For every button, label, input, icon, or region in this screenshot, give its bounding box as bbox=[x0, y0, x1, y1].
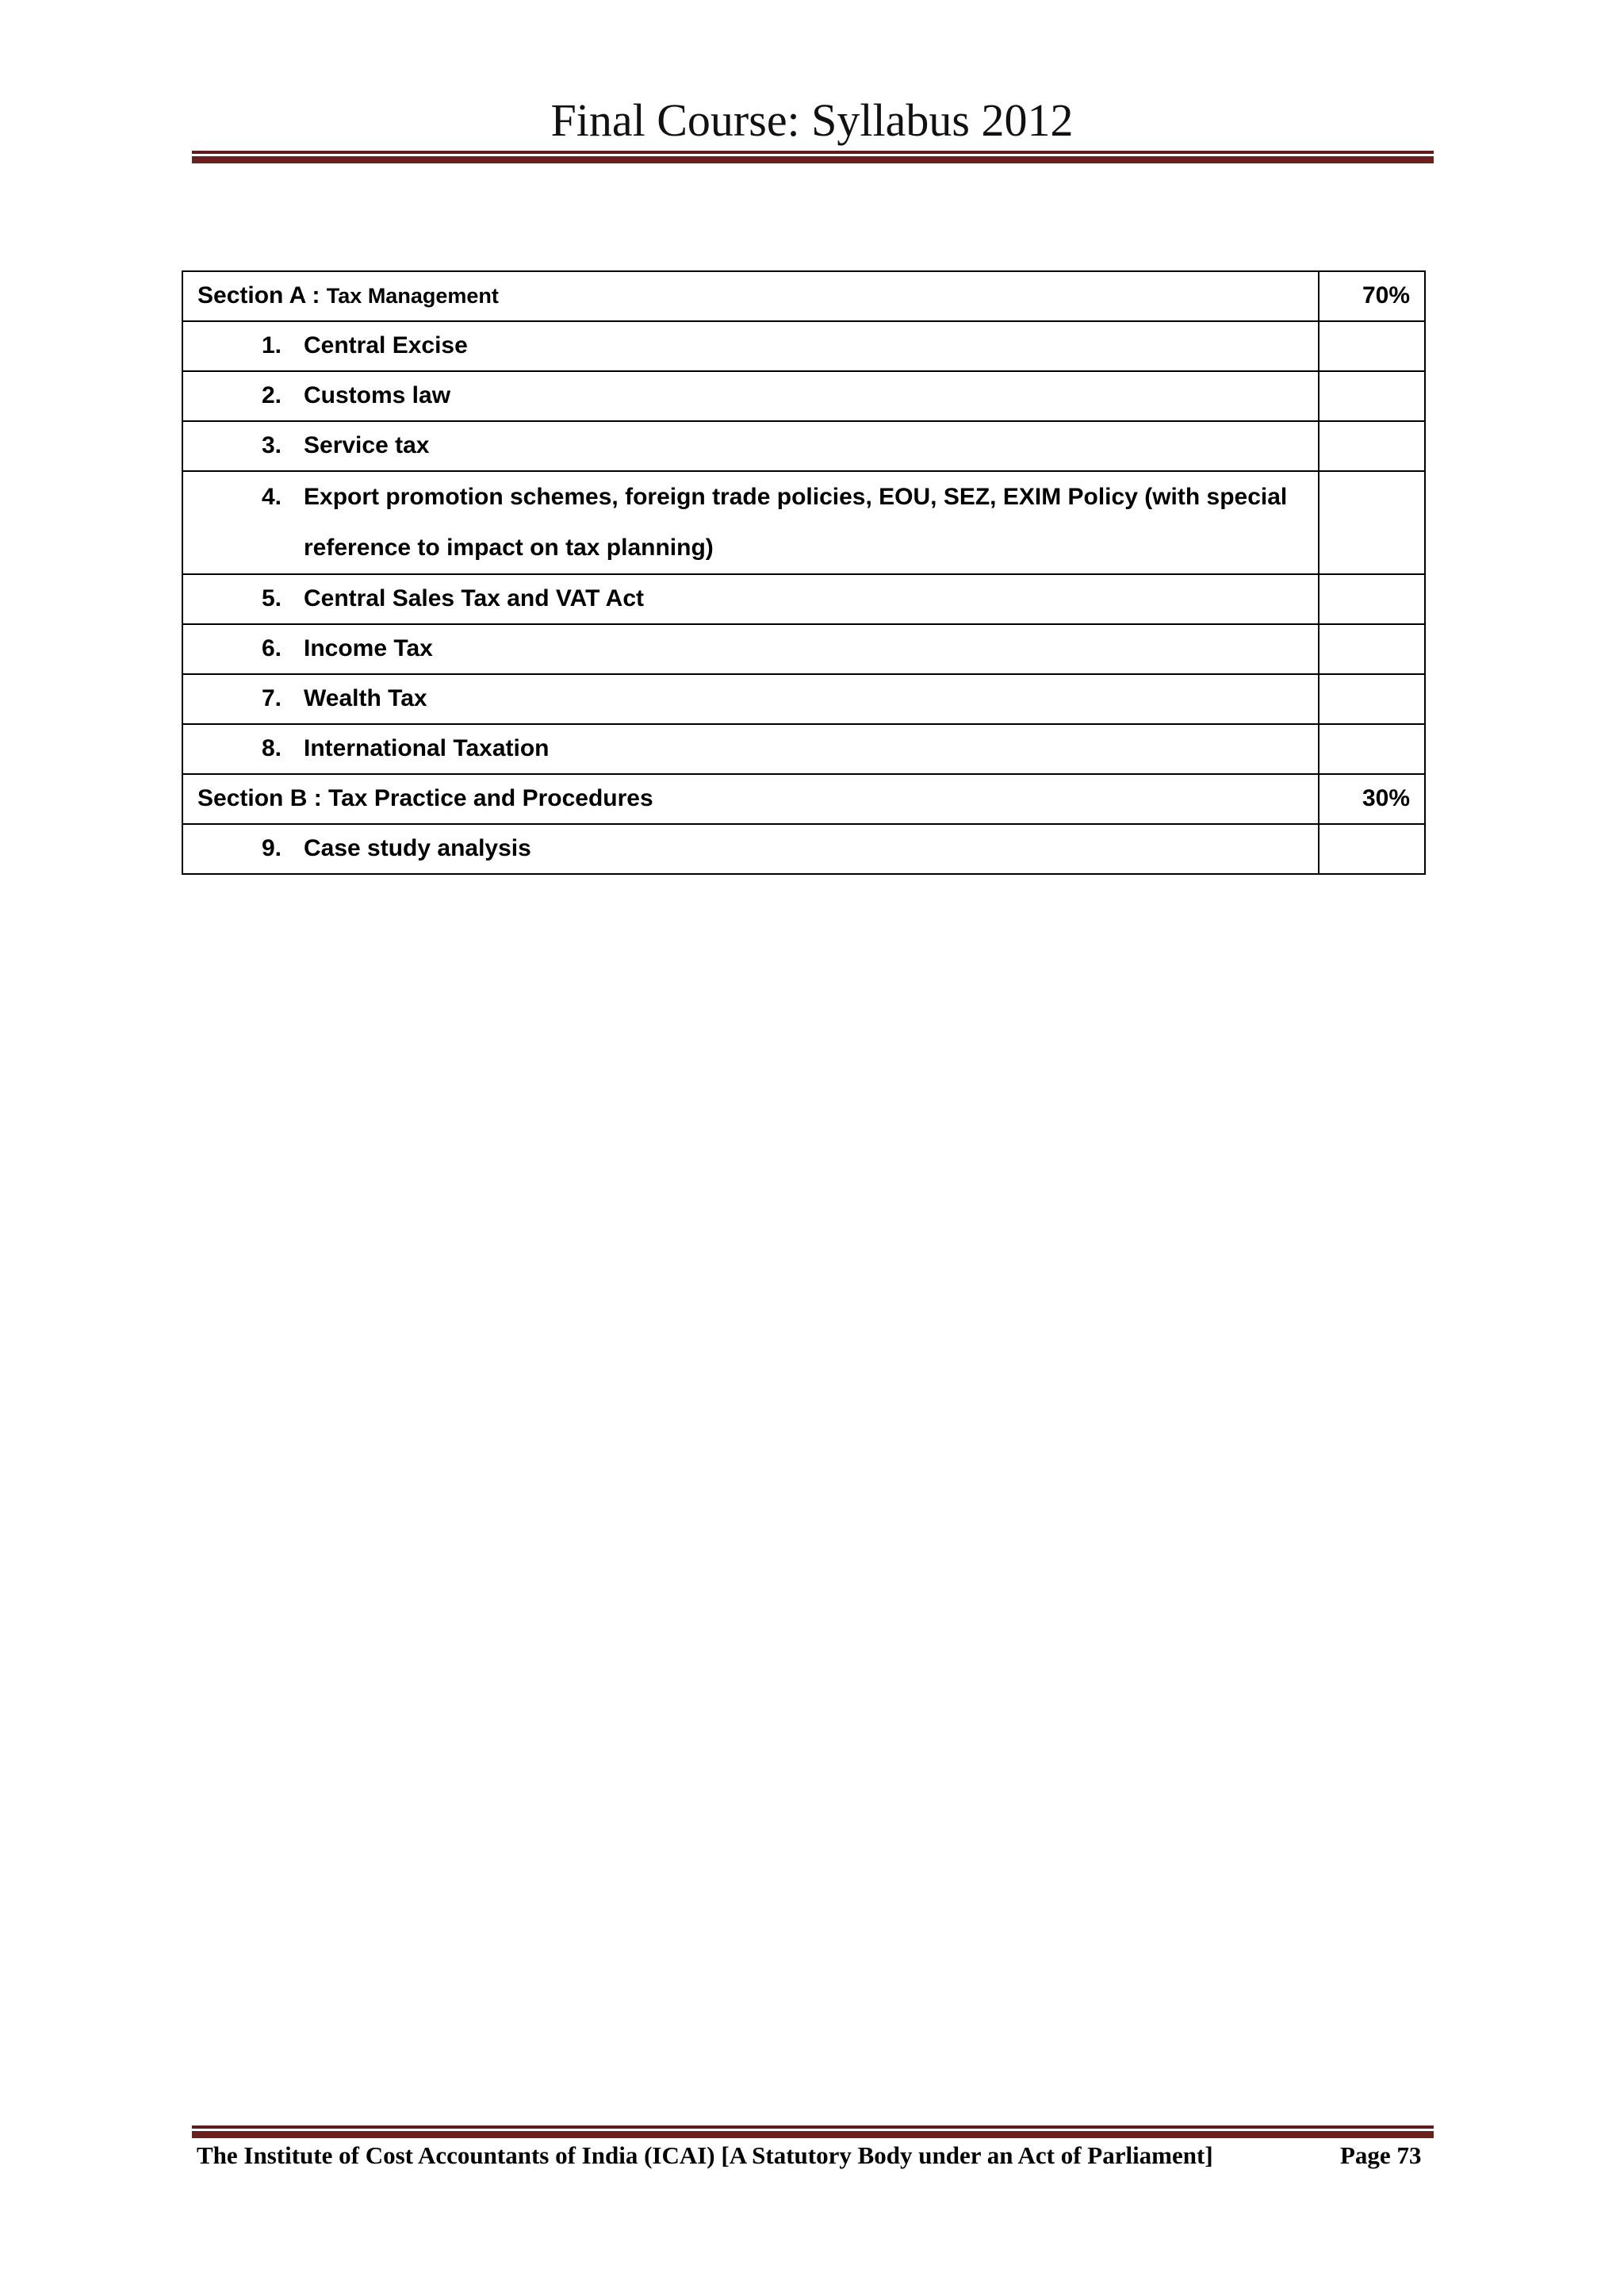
weight-cell-empty bbox=[1319, 624, 1425, 674]
weight-cell-empty bbox=[1319, 321, 1425, 371]
item-number: 4. bbox=[261, 484, 282, 510]
item-number: 9. bbox=[261, 835, 282, 861]
item-number: 3. bbox=[261, 432, 282, 458]
footer-institute: The Institute of Cost Accountants of India (ICAI) [A Statutory Body under an Act of Parliament] bbox=[197, 2141, 1213, 2169]
item-text: Case study analysis bbox=[304, 835, 531, 861]
item-text: Central Excise bbox=[304, 332, 468, 358]
weight-cell-empty bbox=[1319, 574, 1425, 624]
weight-cell-empty bbox=[1319, 421, 1425, 471]
section-b-weight: 30% bbox=[1319, 774, 1425, 824]
item-number: 2. bbox=[261, 382, 282, 408]
weight-cell-empty bbox=[1319, 471, 1425, 574]
table-row bbox=[182, 824, 1425, 874]
table-row bbox=[182, 321, 1425, 371]
section-a-weight: 70% bbox=[1319, 271, 1425, 321]
table-row bbox=[182, 471, 1425, 574]
table-row bbox=[182, 674, 1425, 724]
item-text: Income Tax bbox=[304, 635, 433, 661]
item-text: International Taxation bbox=[304, 735, 550, 761]
item-number: 5. bbox=[261, 585, 282, 611]
item-text: Service tax bbox=[304, 432, 430, 458]
table-row bbox=[182, 421, 1425, 471]
item-number: 1. bbox=[261, 332, 282, 358]
section-b-heading: Section B : Tax Practice and Procedures bbox=[182, 774, 1319, 824]
header-divider bbox=[192, 151, 1434, 163]
section-a-row bbox=[182, 271, 1425, 321]
section-a-heading bbox=[182, 271, 1319, 321]
syllabus-table bbox=[182, 270, 1426, 875]
item-number: 7. bbox=[261, 685, 282, 711]
section-a-name: Tax Management bbox=[326, 284, 499, 308]
weight-cell-empty bbox=[1319, 371, 1425, 421]
item-number: 8. bbox=[261, 735, 282, 761]
footer-divider bbox=[192, 2125, 1434, 2138]
item-number: 6. bbox=[261, 635, 282, 661]
table-row bbox=[182, 624, 1425, 674]
weight-cell-empty bbox=[1319, 724, 1425, 774]
item-text: Central Sales Tax and VAT Act bbox=[304, 585, 645, 611]
weight-cell-empty bbox=[1319, 674, 1425, 724]
item-text: Wealth Tax bbox=[304, 685, 427, 711]
table-row bbox=[182, 371, 1425, 421]
table-row bbox=[182, 724, 1425, 774]
page-number: Page 73 bbox=[1340, 2141, 1422, 2169]
item-text: Export promotion schemes, foreign trade policies, EOU, SEZ, EXIM Policy (with special reference to impact on tax planning) bbox=[304, 484, 1288, 561]
page-title: Final Course: Syllabus 2012 bbox=[550, 94, 1074, 146]
section-b-row bbox=[182, 774, 1425, 824]
table-row bbox=[182, 574, 1425, 624]
section-a-label: Section A : bbox=[197, 282, 327, 309]
weight-cell-empty bbox=[1319, 824, 1425, 874]
item-text: Customs law bbox=[304, 382, 451, 408]
